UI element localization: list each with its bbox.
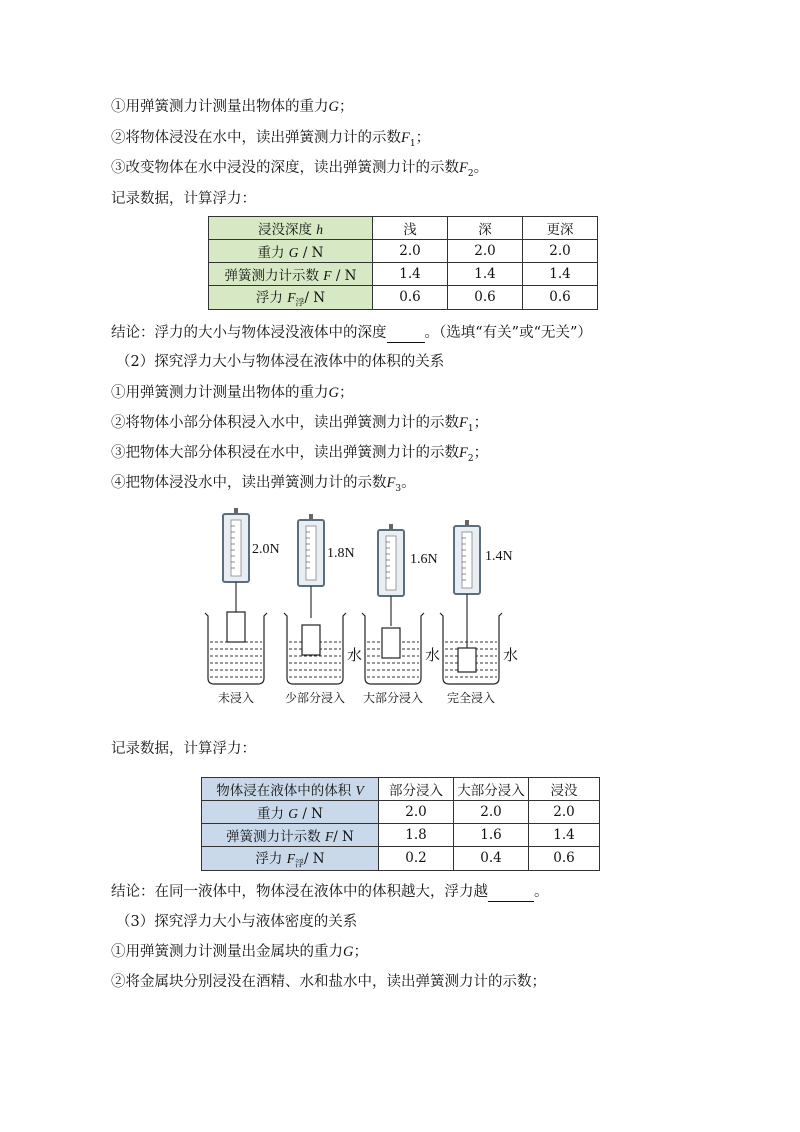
section-heading-3: （3）探究浮力大小与液体密度的关系 (116, 914, 358, 930)
cylinder-2 (302, 625, 320, 655)
table-row: 浸没深度 h 浅 深 更深 (209, 217, 598, 240)
caption-1: 未浸入 (217, 691, 255, 705)
experiment-figure (190, 500, 550, 715)
reading-1: 2.0N (252, 542, 280, 557)
step-3-2: ②将金属块分别浸没在酒精、水和盐水中，读出弹簧测力计的示数； (111, 974, 546, 990)
cylinder-4 (458, 648, 476, 672)
water-label-1: 水 (347, 646, 363, 664)
spring-scale-4 (454, 520, 480, 648)
step-2-1: ①用弹簧测力计测量出物体的重力G； (111, 385, 354, 401)
step-1-1: ①用弹簧测力计测量出物体的重力G； (111, 99, 354, 115)
data-table-2 (201, 777, 600, 871)
table-row: 浮力 $F_浮/$ N 0.2 0.4 0.6 (202, 847, 600, 871)
table-row: 重力 G / N 2.0 2.0 2.0 (202, 801, 600, 824)
step-1-2: ②将物体浸没在水中，读出弹簧测力计的示数$F_1$； (111, 130, 431, 149)
table-row: 浮力 $F_浮/$ N 0.6 0.6 0.6 (209, 286, 598, 310)
table-row: 重力 G / N 2.0 2.0 2.0 (209, 240, 598, 263)
spring-scale-2 (298, 514, 324, 618)
step-2-2: ②将物体小部分体积浸入水中，读出弹簧测力计的示数$F_1$； (111, 415, 489, 434)
conclusion-1: 结论：浮力的大小与物体浸没液体中的深度 。（选填“有关”或“无关”） (111, 325, 592, 341)
table-row: 弹簧测力计示数 F / N 1.4 1.4 1.4 (209, 263, 598, 286)
cylinder-3 (382, 628, 400, 658)
conclusion-2: 结论：在同一液体中，物体浸在液体中的体积越大，浮力越 。 (111, 884, 549, 900)
spring-scale-figure (190, 500, 550, 715)
spring-scale-1 (223, 508, 249, 612)
table-row: 物体浸在液体中的体积 V 部分浸入 大部分浸入 浸没 (202, 778, 600, 801)
water-label-2: 水 (425, 646, 441, 664)
caption-4: 完全浸入 (446, 691, 496, 705)
cylinder-1 (227, 612, 245, 642)
step-2-3: ③把物体大部分体积浸在水中，读出弹簧测力计的示数$F_2$； (111, 445, 489, 464)
caption-2: 少部分浸入 (284, 691, 346, 705)
record-label-2: 记录数据，计算浮力： (111, 741, 256, 757)
step-2-4: ④把物体浸没水中，读出弹簧测力计的示数$F_3$。 (111, 475, 416, 494)
answer-blank[interactable] (387, 328, 425, 343)
caption-3: 大部分浸入 (362, 691, 424, 705)
spring-scale-3 (378, 524, 404, 626)
reading-2: 1.8N (327, 546, 355, 561)
data-table-1 (208, 216, 598, 310)
water-label-3: 水 (503, 646, 519, 664)
section-heading-2: （2）探究浮力大小与物体浸在液体中的体积的关系 (116, 354, 445, 370)
step-3-1: ①用弹簧测力计测量出金属块的重力G； (111, 944, 368, 960)
reading-3: 1.6N (410, 552, 438, 567)
table-row: 弹簧测力计示数 F/ N 1.8 1.6 1.4 (202, 824, 600, 847)
step-1-3: ③改变物体在水中浸没的深度，读出弹簧测力计的示数$F_2$。 (111, 160, 489, 179)
record-label-1: 记录数据，计算浮力： (111, 191, 256, 207)
reading-4: 1.4N (485, 549, 513, 564)
answer-blank[interactable] (488, 887, 534, 902)
